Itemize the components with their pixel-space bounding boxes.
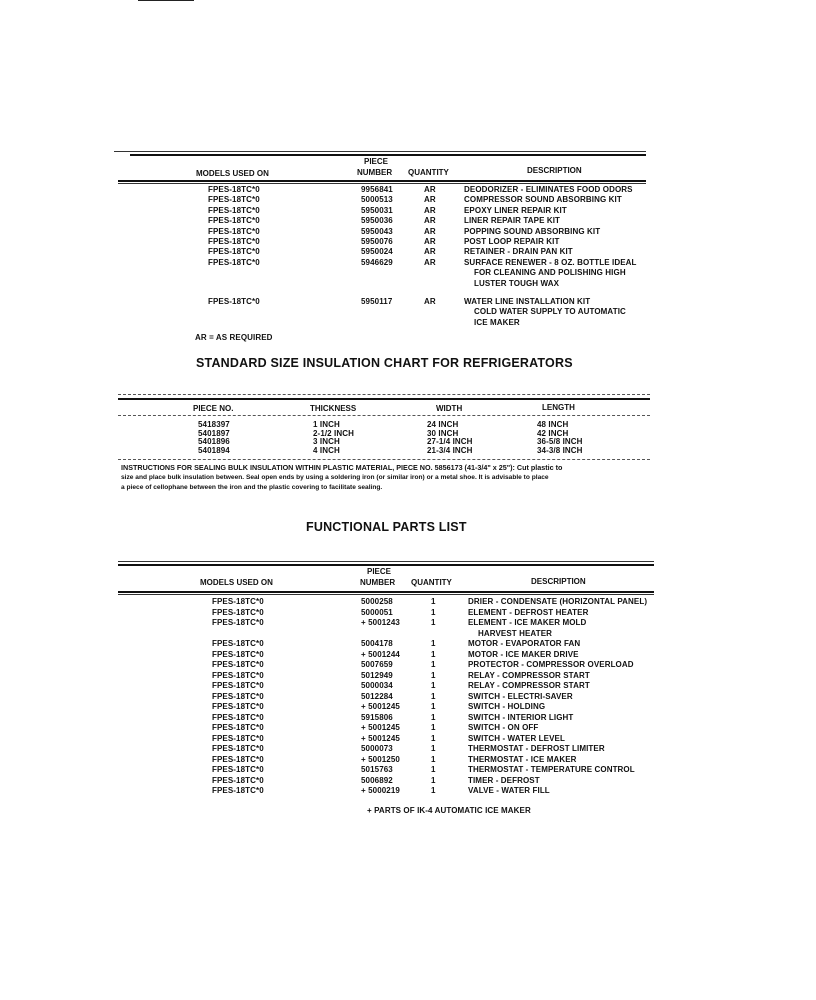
cell-length: 42 INCH <box>537 428 569 438</box>
table-rule <box>118 591 654 593</box>
cell-model: FPES-18TC*0 <box>212 597 264 606</box>
cell-length: 36-5/8 INCH <box>537 437 583 447</box>
cell-model: FPES-18TC*0 <box>212 786 264 795</box>
cell-description: RELAY - COMPRESSOR START <box>468 681 590 690</box>
cell-description: DEODORIZER - ELIMINATES FOOD ODORS <box>464 185 633 194</box>
cell-model: FPES-18TC*0 <box>208 195 260 205</box>
cell-piece: 5006892 <box>361 775 393 785</box>
cell-width: 21-3/4 INCH <box>427 445 473 455</box>
cell-qty: 1 <box>431 744 436 753</box>
cell-qty: 1 <box>431 775 436 785</box>
cell-width: 30 INCH <box>427 428 459 438</box>
header-quantity: QUANTITY <box>411 578 452 587</box>
header-description: DESCRIPTION <box>531 577 586 586</box>
header-number: NUMBER <box>360 578 396 587</box>
cell-description: ELEMENT - DEFROST HEATER <box>468 607 589 617</box>
cell-description: SWITCH - ELECTRI-SAVER <box>468 691 573 701</box>
table-rule <box>118 459 650 460</box>
cell-description: COLD WATER SUPPLY TO AUTOMATIC <box>474 307 626 317</box>
cell-qty: AR <box>424 205 436 215</box>
cell-width: 27-1/4 INCH <box>427 437 473 447</box>
cell-model: FPES-18TC*0 <box>212 691 264 701</box>
cell-piece: + 5001250 <box>361 754 400 764</box>
header-number: NUMBER <box>357 168 393 177</box>
cell-piece: + 5001245 <box>361 733 400 743</box>
cell-description: RETAINER - DRAIN PAN KIT <box>464 247 573 257</box>
cell-piece: 5950024 <box>361 247 393 257</box>
header-piece: PIECE <box>364 157 389 166</box>
cell-description: THERMOSTAT - ICE MAKER <box>468 754 577 764</box>
cell-qty: AR <box>424 237 436 246</box>
footnote: AR = AS REQUIRED <box>195 333 273 342</box>
table-rule <box>118 394 650 395</box>
table-rule <box>118 594 654 595</box>
cell-model: FPES-18TC*0 <box>212 765 264 774</box>
header-thickness: THICKNESS <box>310 404 357 413</box>
cell-model: FPES-18TC*0 <box>212 618 264 627</box>
cell-model: FPES-18TC*0 <box>208 226 260 236</box>
cell-description: SWITCH - INTERIOR LIGHT <box>468 712 574 722</box>
cell-qty: 1 <box>431 597 436 606</box>
cell-piece: 5915806 <box>361 712 393 722</box>
cell-description: TIMER - DEFROST <box>468 775 540 785</box>
cell-length: 34-3/8 INCH <box>537 445 583 455</box>
cell-model: FPES-18TC*0 <box>212 702 264 711</box>
cell-qty: AR <box>424 185 436 194</box>
cell-piece: 5000073 <box>361 744 393 753</box>
cell-piece: + 5001243 <box>361 618 400 627</box>
cell-model: FPES-18TC*0 <box>208 237 260 246</box>
cell-model: FPES-18TC*0 <box>208 185 260 194</box>
instructions-line: size and place bulk insulation between. Seal open ends by using a soldering iron (or similar iron) or a metal shoe. It is advisable to place <box>121 474 549 481</box>
cell-model: FPES-18TC*0 <box>212 681 264 690</box>
cell-description: SWITCH - ON OFF <box>468 723 539 732</box>
header-quantity: QUANTITY <box>408 168 449 177</box>
cell-description: HARVEST HEATER <box>478 628 553 638</box>
cell-length: 48 INCH <box>537 420 569 429</box>
cell-description: SWITCH - WATER LEVEL <box>468 733 565 743</box>
cell-description: LUSTER TOUGH WAX <box>474 278 560 288</box>
cell-description: RELAY - COMPRESSOR START <box>468 670 590 680</box>
cell-model: FPES-18TC*0 <box>208 257 260 267</box>
cell-qty: AR <box>424 195 436 205</box>
table-rule <box>118 398 650 400</box>
cell-piece: 5950031 <box>361 205 393 215</box>
cell-qty: 1 <box>431 733 436 743</box>
cell-piece: + 5001245 <box>361 723 400 732</box>
cell-model: FPES-18TC*0 <box>212 639 264 648</box>
cell-qty: AR <box>424 257 436 267</box>
cell-piece: 5401896 <box>198 437 230 447</box>
cell-qty: 1 <box>431 754 436 764</box>
cell-model: FPES-18TC*0 <box>212 607 264 617</box>
table-rule <box>118 561 654 562</box>
table-rule <box>118 180 646 182</box>
cell-description: LINER REPAIR TAPE KIT <box>464 216 561 226</box>
cell-model: FPES-18TC*0 <box>208 216 260 226</box>
header-length: LENGTH <box>542 403 575 412</box>
table-rule <box>114 151 646 152</box>
cell-piece: 9956841 <box>361 185 393 194</box>
cell-qty: 1 <box>431 723 436 732</box>
cell-qty: 1 <box>431 712 436 722</box>
cell-thickness: 3 INCH <box>313 437 340 447</box>
cell-model: FPES-18TC*0 <box>212 712 264 722</box>
cell-qty: AR <box>424 297 436 306</box>
cell-qty: 1 <box>431 639 436 648</box>
instructions <box>121 463 651 493</box>
header-description: DESCRIPTION <box>527 166 582 175</box>
cell-model: FPES-18TC*0 <box>208 297 260 306</box>
cell-description: SWITCH - HOLDING <box>468 702 546 711</box>
cell-description: VALVE - WATER FILL <box>468 786 550 795</box>
cell-description: POPPING SOUND ABSORBING KIT <box>464 226 601 236</box>
cell-model: FPES-18TC*0 <box>208 205 260 215</box>
cell-model: FPES-18TC*0 <box>212 723 264 732</box>
cell-width: 24 INCH <box>427 420 459 429</box>
cell-model: FPES-18TC*0 <box>212 733 264 743</box>
cell-qty: AR <box>424 226 436 236</box>
cell-model: FPES-18TC*0 <box>212 649 264 659</box>
cell-description: ELEMENT - ICE MAKER MOLD <box>468 618 587 627</box>
cell-piece: 5950036 <box>361 216 393 226</box>
table-rule <box>118 415 650 416</box>
cell-piece: 5004178 <box>361 639 393 648</box>
cell-piece: 5000258 <box>361 597 393 606</box>
cell-piece: 5950117 <box>361 297 393 306</box>
cell-piece: 5015763 <box>361 765 393 774</box>
table-rule <box>130 154 646 156</box>
cell-description: SURFACE RENEWER - 8 OZ. BOTTLE IDEAL <box>464 257 637 267</box>
cell-piece: + 5001244 <box>361 649 400 659</box>
scan-mark <box>138 0 194 1</box>
cell-qty: 1 <box>431 681 436 690</box>
cell-piece: 5012949 <box>361 670 393 680</box>
footnote: + PARTS OF IK-4 AUTOMATIC ICE MAKER <box>367 806 531 815</box>
cell-qty: AR <box>424 216 436 226</box>
cell-piece: 5418397 <box>198 420 230 429</box>
cell-description: WATER LINE INSTALLATION KIT <box>464 297 591 306</box>
header-models: MODELS USED ON <box>196 169 269 178</box>
cell-piece: 5950076 <box>361 237 393 246</box>
cell-piece: 5000513 <box>361 195 393 205</box>
cell-description: DRIER - CONDENSATE (HORIZONTAL PANEL) <box>468 597 648 606</box>
header-piece-no: PIECE NO. <box>193 404 234 413</box>
table-rule <box>118 564 654 566</box>
cell-description: PROTECTOR - COMPRESSOR OVERLOAD <box>468 660 634 669</box>
cell-piece: 5401897 <box>198 428 230 438</box>
cell-model: FPES-18TC*0 <box>208 247 260 257</box>
cell-piece: 5946629 <box>361 257 393 267</box>
cell-description: FOR CLEANING AND POLISHING HIGH <box>474 268 626 278</box>
cell-model: FPES-18TC*0 <box>212 754 264 764</box>
cell-qty: 1 <box>431 618 436 627</box>
cell-qty: 1 <box>431 670 436 680</box>
cell-piece: 5000051 <box>361 607 393 617</box>
cell-piece: 5401894 <box>198 445 230 455</box>
header-piece: PIECE <box>367 567 392 576</box>
cell-qty: AR <box>424 247 436 257</box>
cell-piece: 5012284 <box>361 691 393 701</box>
cell-piece: 5000034 <box>361 681 393 690</box>
cell-model: FPES-18TC*0 <box>212 775 264 785</box>
cell-description: POST LOOP REPAIR KIT <box>464 237 560 246</box>
cell-piece: 5950043 <box>361 226 393 236</box>
cell-piece: + 5001245 <box>361 702 400 711</box>
cell-description: MOTOR - EVAPORATOR FAN <box>468 639 581 648</box>
cell-thickness: 1 INCH <box>313 420 340 429</box>
cell-qty: 1 <box>431 660 436 669</box>
instructions-line: INSTRUCTIONS FOR SEALING BULK INSULATION WITHIN PLASTIC MATERIAL, PIECE NO. 5856173 (41-3/4" x 25"): Cut plastic to <box>121 463 563 472</box>
cell-thickness: 2-1/2 INCH <box>313 428 355 438</box>
cell-description: COMPRESSOR SOUND ABSORBING KIT <box>464 195 622 205</box>
section-title: FUNCTIONAL PARTS LIST <box>306 520 467 534</box>
cell-description: THERMOSTAT - TEMPERATURE CONTROL <box>468 765 635 774</box>
cell-qty: 1 <box>431 702 436 711</box>
cell-qty: 1 <box>431 786 436 795</box>
cell-thickness: 4 INCH <box>313 445 340 455</box>
cell-description: MOTOR - ICE MAKER DRIVE <box>468 649 579 659</box>
section-title: STANDARD SIZE INSULATION CHART FOR REFRIGERATORS <box>196 356 573 370</box>
instructions-line: a piece of cellophane between the iron and the plastic covering to facilitate sealing. <box>121 484 383 491</box>
cell-description: EPOXY LINER REPAIR KIT <box>464 205 567 215</box>
cell-qty: 1 <box>431 691 436 701</box>
cell-model: FPES-18TC*0 <box>212 670 264 680</box>
header-models: MODELS USED ON <box>200 578 273 587</box>
cell-piece: + 5000219 <box>361 786 400 795</box>
cell-qty: 1 <box>431 765 436 774</box>
cell-qty: 1 <box>431 607 436 617</box>
cell-piece: 5007659 <box>361 660 393 669</box>
cell-description: THERMOSTAT - DEFROST LIMITER <box>468 744 605 753</box>
cell-model: FPES-18TC*0 <box>212 744 264 753</box>
cell-description: ICE MAKER <box>474 317 520 327</box>
cell-model: FPES-18TC*0 <box>212 660 264 669</box>
header-width: WIDTH <box>436 404 463 413</box>
table-rule <box>118 183 646 184</box>
cell-qty: 1 <box>431 649 436 659</box>
